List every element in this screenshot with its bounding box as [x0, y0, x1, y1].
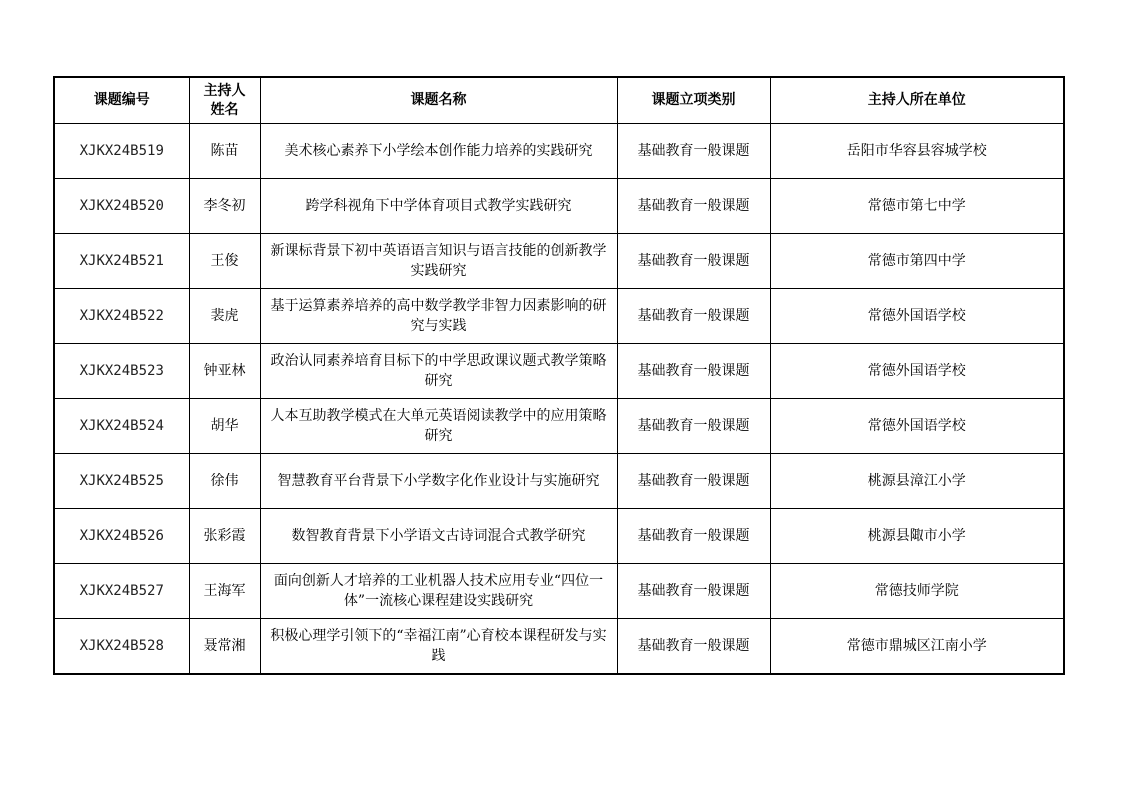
cell-host-name: 钟亚林 [189, 344, 260, 399]
cell-title: 面向创新人才培养的工业机器人技术应用专业“四位一体”一流核心课程建设实践研究 [260, 564, 617, 619]
cell-category: 基础教育一般课题 [617, 509, 770, 564]
cell-unit: 常德外国语学校 [770, 399, 1064, 454]
table-row [54, 454, 1064, 509]
table-row [54, 234, 1064, 289]
cell-unit: 常德外国语学校 [770, 289, 1064, 344]
cell-unit: 桃源县漳江小学 [770, 454, 1064, 509]
cell-title: 积极心理学引领下的“幸福江南”心育校本课程研发与实践 [260, 619, 617, 675]
cell-unit: 常德市第四中学 [770, 234, 1064, 289]
table-row [54, 399, 1064, 454]
cell-category: 基础教育一般课题 [617, 124, 770, 179]
cell-title: 人本互助教学模式在大单元英语阅读教学中的应用策略研究 [260, 399, 617, 454]
header-host-line2: 姓名 [210, 101, 239, 118]
cell-code: XJKX24B523 [54, 344, 189, 399]
cell-unit: 桃源县陬市小学 [770, 509, 1064, 564]
table-row [54, 344, 1064, 399]
cell-category: 基础教育一般课题 [617, 289, 770, 344]
cell-unit: 岳阳市华容县容城学校 [770, 124, 1064, 179]
cell-host-name: 胡华 [189, 399, 260, 454]
cell-unit: 常德市鼎城区江南小学 [770, 619, 1064, 675]
cell-code: XJKX24B519 [54, 124, 189, 179]
cell-category: 基础教育一般课题 [617, 564, 770, 619]
header-title: 课题名称 [260, 77, 617, 124]
cell-code: XJKX24B521 [54, 234, 189, 289]
table-row [54, 564, 1064, 619]
cell-category: 基础教育一般课题 [617, 619, 770, 675]
cell-code: XJKX24B520 [54, 179, 189, 234]
cell-host-name: 李冬初 [189, 179, 260, 234]
header-host [189, 77, 260, 124]
project-table [53, 76, 1065, 675]
cell-host-name: 王俊 [189, 234, 260, 289]
cell-title: 新课标背景下初中英语语言知识与语言技能的创新教学实践研究 [260, 234, 617, 289]
cell-title: 基于运算素养培养的高中数学教学非智力因素影响的研究与实践 [260, 289, 617, 344]
cell-title: 美术核心素养下小学绘本创作能力培养的实践研究 [260, 124, 617, 179]
cell-host-name: 裴虎 [189, 289, 260, 344]
cell-code: XJKX24B522 [54, 289, 189, 344]
header-code: 课题编号 [54, 77, 189, 124]
table-row [54, 289, 1064, 344]
cell-host-name: 陈苗 [189, 124, 260, 179]
cell-host-name: 聂常湘 [189, 619, 260, 675]
cell-host-name: 王海军 [189, 564, 260, 619]
cell-category: 基础教育一般课题 [617, 234, 770, 289]
cell-category: 基础教育一般课题 [617, 454, 770, 509]
cell-title: 政治认同素养培育目标下的中学思政课议题式教学策略研究 [260, 344, 617, 399]
table-row [54, 619, 1064, 675]
cell-code: XJKX24B526 [54, 509, 189, 564]
header-host-line1: 主持人 [203, 82, 246, 99]
table-row [54, 509, 1064, 564]
cell-title: 智慧教育平台背景下小学数字化作业设计与实施研究 [260, 454, 617, 509]
header-unit: 主持人所在单位 [770, 77, 1064, 124]
header-row [54, 77, 1064, 124]
table-row [54, 179, 1064, 234]
cell-title: 数智教育背景下小学语文古诗词混合式教学研究 [260, 509, 617, 564]
table-row [54, 124, 1064, 179]
cell-code: XJKX24B528 [54, 619, 189, 675]
cell-category: 基础教育一般课题 [617, 344, 770, 399]
cell-unit: 常德技师学院 [770, 564, 1064, 619]
cell-code: XJKX24B527 [54, 564, 189, 619]
cell-title: 跨学科视角下中学体育项目式教学实践研究 [260, 179, 617, 234]
cell-unit: 常德外国语学校 [770, 344, 1064, 399]
cell-category: 基础教育一般课题 [617, 179, 770, 234]
cell-category: 基础教育一般课题 [617, 399, 770, 454]
cell-host-name: 徐伟 [189, 454, 260, 509]
cell-code: XJKX24B524 [54, 399, 189, 454]
cell-code: XJKX24B525 [54, 454, 189, 509]
cell-unit: 常德市第七中学 [770, 179, 1064, 234]
header-category: 课题立项类别 [617, 77, 770, 124]
cell-host-name: 张彩霞 [189, 509, 260, 564]
